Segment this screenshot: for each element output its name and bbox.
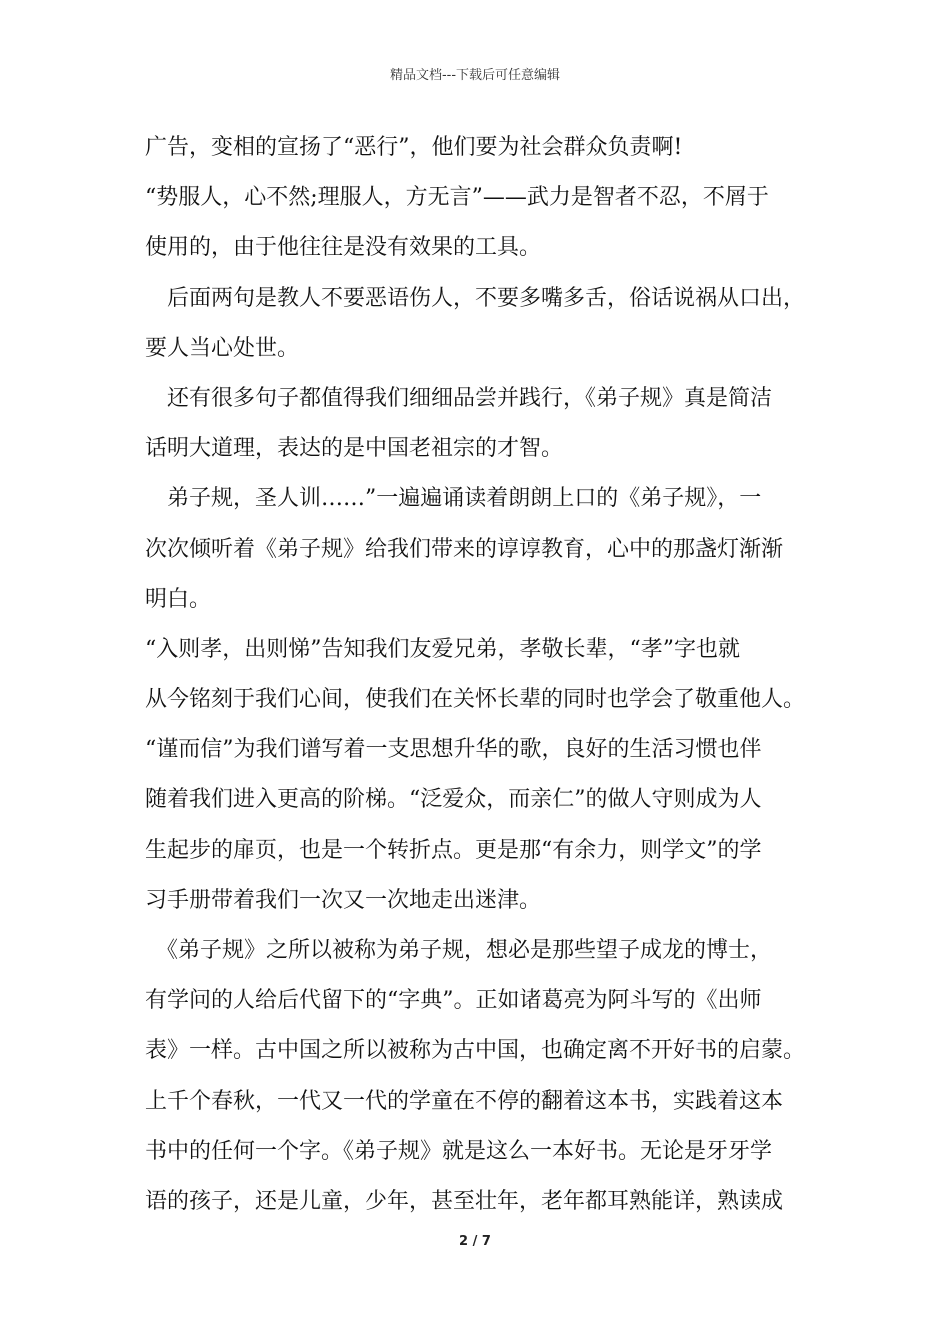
text-line: 要人当心处世。 <box>145 335 300 361</box>
text-line: “势服人，心不然;理服人，方无言”——武力是智者不忍，不屑于 <box>145 185 769 211</box>
text-line: 书中的任何一个字。《弟子规》就是这么一本好书。无论是牙牙学 <box>145 1138 773 1164</box>
text-line: 表》一样。古中国之所以被称为古中国，也确定离不开好书的启蒙。 <box>145 1038 806 1064</box>
text-line: “谨而信”为我们谱写着一支思想升华的歌，良好的生活习惯也伴 <box>145 737 762 763</box>
text-line: 生起步的扉页，也是一个转折点。更是那“有余力，则学文”的学 <box>145 837 762 863</box>
text-line: 上千个春秋，一代又一代的学童在不停的翻着这本书，实践着这本 <box>145 1088 784 1114</box>
text-line: 随着我们进入更高的阶梯。“泛爱众，而亲仁”的做人守则成为人 <box>145 787 762 813</box>
text-line: 语的孩子，还是儿童，少年，甚至壮年，老年都耳熟能详，熟读成 <box>145 1188 784 1214</box>
text-line: 习手册带着我们一次又一次地走出迷津。 <box>145 887 542 913</box>
document-body <box>145 128 825 1232</box>
text-line: 从今铭刻于我们心间，使我们在关怀长辈的同时也学会了敬重他人。 <box>145 687 806 713</box>
text-line: 弟子规，圣人训……”一遍遍诵读着朗朗上口的《弟子规》，一 <box>145 486 762 512</box>
page-number: 2 / 7 <box>459 1234 491 1249</box>
text-line: 《弟子规》之所以被称为弟子规，想必是那些望子成龙的博士， <box>145 938 773 963</box>
page-header: 精品文档---下载后可任意编辑 <box>389 68 561 83</box>
text-line: 次次倾听着《弟子规》给我们带来的谆谆教育，心中的那盏灯渐渐 <box>145 536 784 562</box>
text-line: 有学问的人给后代留下的“字典”。正如诸葛亮为阿斗写的《出师 <box>145 988 762 1014</box>
text-line: 还有很多句子都值得我们细细品尝并践行，《弟子规》真是简洁 <box>145 385 773 411</box>
text-line: 广告，变相的宣扬了“恶行”，他们要为社会群众负责啊! <box>145 135 683 160</box>
text-line: 后面两句是教人不要恶语伤人，不要多嘴多舌，俗话说祸从口出， <box>145 285 806 311</box>
text-line: “入则孝，出则悌”告知我们友爱兄弟，孝敬长辈，“孝”字也就 <box>145 636 740 662</box>
text-line: 使用的，由于他往往是没有效果的工具。 <box>145 235 542 261</box>
text-line: 明白。 <box>145 586 212 612</box>
text-line: 话明大道理，表达的是中国老祖宗的才智。 <box>145 436 564 462</box>
